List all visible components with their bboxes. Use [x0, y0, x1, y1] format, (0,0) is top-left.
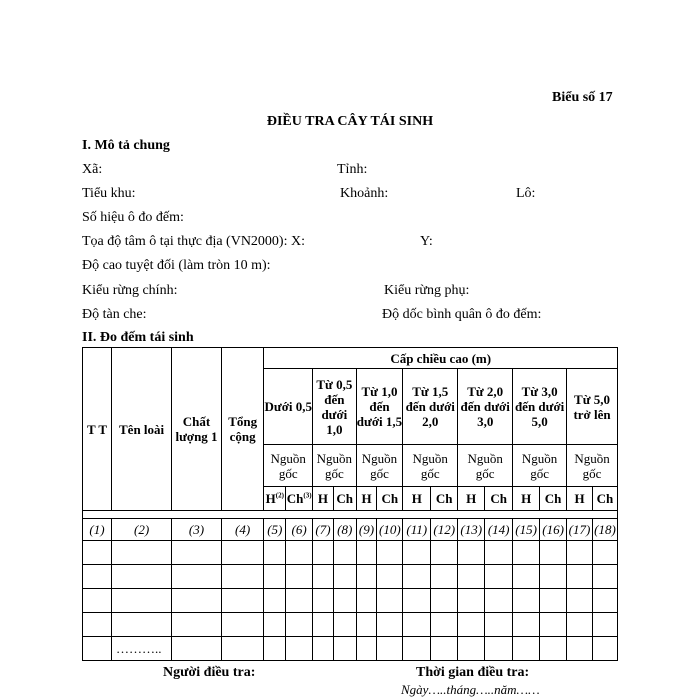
label-tinh: Tỉnh: — [337, 162, 368, 177]
form-number: Biểu số 17 — [552, 90, 613, 105]
col-num: (5) — [264, 519, 286, 541]
nguon-goc: Nguồn gốc — [513, 445, 567, 487]
header-chat-luong: Chất lượng 1 — [172, 348, 222, 511]
sub-h: H — [513, 487, 540, 511]
sub-ch: Ch — [592, 487, 617, 511]
sub-ch: Ch — [377, 487, 403, 511]
col-num: (7) — [313, 519, 334, 541]
col-num: (2) — [112, 519, 172, 541]
dots-cell: ……….. — [112, 637, 172, 661]
thoi-gian-dieu-tra: Thời gian điều tra: — [416, 665, 530, 680]
nguon-goc: Nguồn gốc — [313, 445, 357, 487]
label-y: Y: — [420, 234, 433, 249]
nguoi-dieu-tra: Người điều tra: — [163, 665, 256, 680]
nguon-goc: Nguồn gốc — [458, 445, 513, 487]
height-class: Từ 1,5 đến dưới 2,0 — [403, 369, 458, 445]
label-kieu-rung-chinh: Kiểu rừng chính: — [82, 283, 178, 298]
col-num: (4) — [221, 519, 264, 541]
header-ten-loai: Tên loài — [112, 348, 172, 511]
col-num: (8) — [333, 519, 356, 541]
sub-h: H — [567, 487, 593, 511]
nguon-goc: Nguồn gốc — [403, 445, 458, 487]
header-tt: T T — [83, 348, 112, 511]
height-class: Từ 5,0 trở lên — [567, 369, 618, 445]
col-num: (17) — [567, 519, 593, 541]
nguon-goc: Nguồn gốc — [356, 445, 403, 487]
table-row — [83, 613, 618, 637]
col-num: (13) — [458, 519, 485, 541]
height-class: Từ 3,0 đến dưới 5,0 — [513, 369, 567, 445]
label-tieu-khu: Tiểu khu: — [82, 186, 136, 201]
col-num: (16) — [540, 519, 567, 541]
col-num: (6) — [286, 519, 313, 541]
col-num: (1) — [83, 519, 112, 541]
section1-heading: I. Mô tả chung — [82, 138, 170, 153]
sub-h: H — [403, 487, 431, 511]
height-class: Dưới 0,5 — [264, 369, 313, 445]
nguon-goc: Nguồn gốc — [264, 445, 313, 487]
col-num: (14) — [485, 519, 513, 541]
page-title: ĐIỀU TRA CÂY TÁI SINH — [266, 114, 434, 129]
sub-h: H — [356, 487, 377, 511]
date-line: Ngày…..tháng…..năm…… — [401, 682, 540, 697]
header-tong-cong: Tổng cộng — [221, 348, 264, 511]
label-do-cao: Độ cao tuyệt đối (làm tròn 10 m): — [82, 258, 271, 273]
column-number-row — [83, 519, 618, 541]
table-row — [83, 589, 618, 613]
label-do-doc: Độ dốc bình quân ô đo đếm: — [382, 307, 542, 322]
nguon-goc: Nguồn gốc — [567, 445, 618, 487]
label-khoanh: Khoảnh: — [340, 186, 389, 201]
sub-h: H — [458, 487, 485, 511]
label-do-tan-che: Độ tàn che: — [82, 307, 147, 322]
section2-heading: II. Đo đếm tái sinh — [82, 330, 194, 345]
sub-ch: Ch — [485, 487, 513, 511]
label-so-hieu: Số hiệu ô đo đếm: — [82, 210, 184, 225]
sub-ch: Ch — [431, 487, 458, 511]
height-class: Từ 1,0 đến dưới 1,5 — [356, 369, 403, 445]
col-num: (11) — [403, 519, 431, 541]
sub-ch-sup: (3) — [303, 491, 312, 500]
spacer-row — [83, 511, 618, 519]
height-class: Từ 2,0 đến dưới 3,0 — [458, 369, 513, 445]
header-cap-chieu-cao: Cấp chiều cao (m) — [264, 348, 618, 369]
col-num: (10) — [377, 519, 403, 541]
col-num: (12) — [431, 519, 458, 541]
sub-ch: Ch — [540, 487, 567, 511]
label-kieu-rung-phu: Kiểu rừng phụ: — [384, 283, 470, 298]
sub-h-label: H — [265, 491, 276, 506]
label-toa-do: Tọa độ tâm ô tại thực địa (VN2000): X: — [82, 234, 305, 249]
height-class: Từ 0,5 đến dưới 1,0 — [313, 369, 357, 445]
sub-h: H — [313, 487, 334, 511]
regeneration-table — [82, 347, 618, 661]
col-num: (3) — [172, 519, 222, 541]
table-row — [83, 637, 618, 661]
label-lo: Lô: — [516, 186, 536, 201]
sub-ch: Ch — [333, 487, 356, 511]
col-num: (15) — [513, 519, 540, 541]
col-num: (9) — [356, 519, 377, 541]
table-row — [83, 565, 618, 589]
col-num: (18) — [592, 519, 617, 541]
label-xa: Xã: — [82, 162, 103, 177]
sub-h — [264, 487, 286, 511]
sub-ch — [286, 487, 313, 511]
table-row — [83, 541, 618, 565]
sub-ch-label: Ch — [286, 491, 304, 506]
sub-h-sup: (2) — [275, 491, 284, 500]
